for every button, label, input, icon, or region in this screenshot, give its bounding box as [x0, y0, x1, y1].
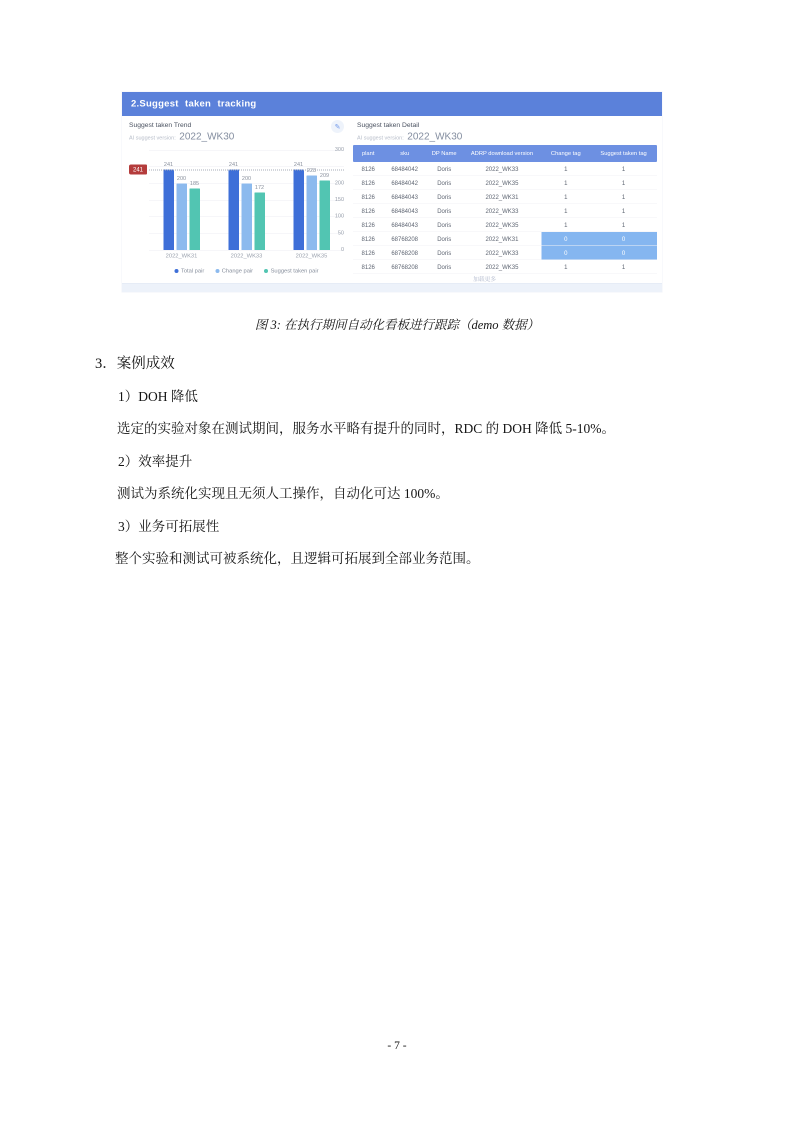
table-cell: 1	[564, 207, 568, 215]
legend-dot-icon	[174, 269, 178, 273]
gridline	[149, 250, 344, 251]
legend-dot-icon	[264, 269, 268, 273]
table-cell: Doris	[437, 207, 452, 215]
table-cell: 1	[564, 263, 568, 271]
table-cell: 8126	[361, 193, 375, 201]
figure-caption: 图 3: 在执行期间自动化看板进行跟踪（demo 数据）	[254, 318, 540, 332]
legend-item-change-pair[interactable]	[215, 268, 253, 274]
table-row	[353, 176, 657, 190]
trend-version-label: AI suggest version:	[129, 135, 176, 141]
bar-suggest-taken-pair	[254, 184, 265, 250]
table-cell: Doris	[437, 263, 452, 271]
item-2-label: 2）效率提升	[118, 454, 193, 469]
table-cell: 8126	[361, 207, 375, 215]
detail-panel-title: Suggest taken Detail	[357, 121, 420, 129]
table-cell: 68768208	[391, 249, 419, 257]
column-header: Suggest taken tag	[600, 150, 647, 157]
item-1-label: 1）DOH 降低	[118, 389, 198, 404]
table-cell: 8126	[361, 221, 375, 229]
y-axis-tick: 100	[334, 213, 344, 220]
dashboard-footer-strip	[122, 283, 662, 292]
reference-line	[149, 170, 344, 171]
legend-label: Change pair	[221, 268, 254, 274]
y-axis-tick: 300	[334, 146, 344, 153]
bar-value-label: 241	[293, 161, 304, 168]
bar-suggest-taken-pair	[319, 172, 330, 250]
detail-table	[353, 145, 657, 274]
detail-version-value: 2022_WK30	[407, 131, 463, 142]
legend-item-total-pair[interactable]	[174, 268, 204, 274]
table-cell: Doris	[437, 235, 452, 243]
bar-value-label: 172	[254, 184, 265, 191]
column-header: DP Name	[431, 150, 457, 157]
table-row	[353, 162, 657, 176]
bar-total-pair	[163, 161, 174, 250]
load-more-link[interactable]: 加载更多	[473, 276, 497, 283]
legend-label: Suggest taken pair	[270, 268, 319, 274]
table-cell: Doris	[437, 165, 452, 173]
item-3-body: 整个实验和测试可被系统化，且逻辑可拓展到全部业务范围。	[115, 551, 480, 566]
table-cell: 0	[590, 246, 657, 260]
bar-group-2022_WK31	[163, 150, 200, 250]
table-cell: 8126	[361, 165, 375, 173]
detail-version-label: AI suggest version:	[357, 135, 404, 141]
item-3-label: 3）业务可拓展性	[118, 519, 220, 534]
table-cell: 0	[541, 246, 590, 260]
table-cell: 68484043	[391, 207, 419, 215]
column-header: ADRP download version	[470, 150, 534, 157]
table-cell: 2022_WK35	[485, 263, 519, 271]
table-row	[353, 232, 657, 246]
table-cell: 0	[590, 232, 657, 246]
bar-value-label: 241	[228, 161, 239, 168]
page-number: - 7 -	[387, 1040, 407, 1052]
dashboard-screenshot	[122, 92, 662, 292]
table-cell: 1	[621, 179, 626, 187]
table-cell: Doris	[437, 249, 452, 257]
table-cell: 68484042	[391, 179, 419, 187]
bar-value-label: 223	[306, 167, 317, 174]
column-header: plant	[361, 150, 375, 157]
table-header-row	[353, 145, 657, 162]
table-cell: 8126	[361, 179, 375, 187]
table-cell: 2022_WK35	[485, 221, 519, 229]
table-cell: 68484043	[391, 221, 419, 229]
chart-legend	[149, 268, 344, 274]
table-cell: 1	[621, 207, 626, 215]
table-cell: 8126	[361, 249, 375, 257]
table-cell: 8126	[361, 235, 375, 243]
table-cell: 2022_WK33	[485, 165, 519, 173]
table-row	[353, 204, 657, 218]
trend-panel	[125, 116, 350, 283]
legend-label: Total pair	[180, 268, 205, 274]
table-cell: 2022_WK31	[485, 235, 519, 243]
table-row	[353, 190, 657, 204]
bar-value-label: 200	[241, 175, 252, 182]
trend-version-value: 2022_WK30	[179, 131, 235, 142]
table-cell: 1	[621, 263, 626, 271]
section-heading: 3．案例成效	[95, 356, 175, 372]
bar-value-label: 185	[189, 180, 200, 187]
x-axis-label: 2022_WK33	[230, 253, 263, 259]
bar-change-pair	[241, 175, 252, 250]
bar-total-pair	[228, 161, 239, 250]
column-header: sku	[400, 150, 410, 157]
table-cell: 1	[621, 193, 626, 201]
table-cell: Doris	[437, 221, 452, 229]
table-cell: 1	[621, 165, 626, 173]
y-axis-tick: 150	[334, 196, 344, 203]
trend-panel-title: Suggest taken Trend	[129, 121, 192, 129]
x-axis-label: 2022_WK35	[295, 253, 328, 259]
y-axis-tick: 50	[337, 229, 344, 236]
table-cell: 2022_WK31	[485, 193, 519, 201]
bar-change-pair	[176, 175, 187, 250]
reference-value-badge: 241	[129, 165, 147, 175]
x-axis-label: 2022_WK31	[165, 253, 198, 259]
item-1-body: 选定的实验对象在测试期间，服务水平略有提升的同时，RDC 的 DOH 降低 5-10%。	[117, 421, 615, 436]
dashboard-body	[122, 116, 662, 283]
chart-x-axis	[149, 253, 344, 259]
table-cell: 2022_WK33	[485, 207, 519, 215]
trend-version-row	[129, 131, 234, 143]
table-cell: Doris	[437, 193, 452, 201]
table-cell: 68768208	[391, 235, 419, 243]
detail-panel	[353, 116, 659, 283]
table-cell: Doris	[437, 179, 452, 187]
y-axis-tick: 0	[340, 246, 344, 253]
table-cell: 1	[564, 179, 568, 187]
table-cell: 68484043	[391, 193, 419, 201]
bar-group-2022_WK35	[293, 150, 330, 250]
chart-plot	[149, 150, 344, 250]
bar-area	[149, 150, 344, 250]
table-cell: 68768208	[391, 263, 419, 271]
column-header: Change tag	[550, 150, 581, 157]
bar-value-label: 200	[176, 175, 187, 182]
table-row	[353, 246, 657, 260]
item-2-body: 测试为系统化实现且无须人工操作，自动化可达 100%。	[117, 486, 449, 501]
table-row	[353, 218, 657, 232]
bar-suggest-taken-pair	[189, 180, 200, 250]
bar-total-pair	[293, 161, 304, 250]
table-cell: 2022_WK35	[485, 179, 519, 187]
y-axis-tick: 200	[334, 179, 344, 186]
detail-version-row	[357, 131, 462, 143]
table-cell: 1	[564, 165, 568, 173]
table-cell: 8126	[361, 263, 375, 271]
legend-item-suggest-taken-pair[interactable]	[264, 268, 318, 274]
bar-chart	[129, 146, 347, 280]
bar-change-pair	[306, 167, 317, 250]
bar-value-label: 209	[319, 172, 330, 179]
pencil-edit-icon[interactable]: ✎	[331, 120, 344, 133]
table-cell: 0	[541, 232, 590, 246]
dashboard-title: 2.Suggest taken tracking	[131, 98, 257, 109]
dashboard-header	[122, 92, 662, 116]
table-cell: 2022_WK33	[485, 249, 519, 257]
table-row	[353, 260, 657, 274]
table-cell: 68484042	[391, 165, 419, 173]
legend-dot-icon	[215, 269, 219, 273]
bar-value-label: 241	[163, 161, 174, 168]
table-cell: 1	[564, 221, 568, 229]
table-cell: 1	[621, 221, 626, 229]
bar-group-2022_WK33	[228, 150, 265, 250]
table-cell: 1	[564, 193, 568, 201]
